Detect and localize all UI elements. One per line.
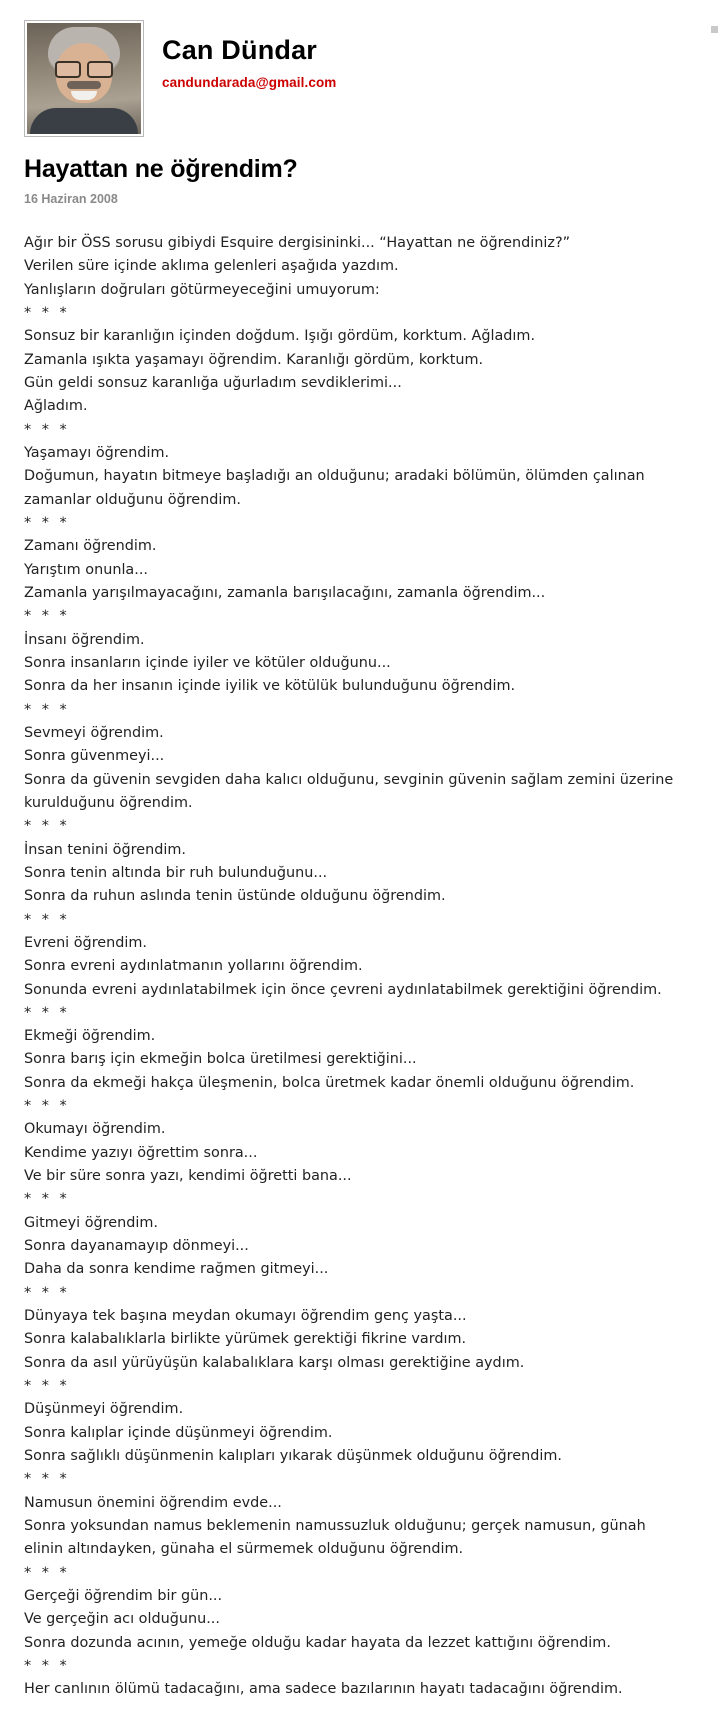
section-separator: * * * (24, 1284, 70, 1301)
author-name: Can Dündar (162, 35, 318, 65)
avatar (27, 23, 141, 134)
section-separator: * * * (24, 1658, 70, 1675)
article-paragraph: Dünyaya tek başına meydan okumayı öğrendim genç yaşta... Sonra kalabalıklarla birlikte yürümek gerektiği fikrine vardım. Sonra da asıl yürüyüşün kalabalıklara karşı olması gerektiğine aydım. (24, 1308, 525, 1371)
article-paragraph: Her canlının ölümü tadacağını, ama sadece bazılarının hayatı tadacağını öğrendim. (24, 1681, 623, 1698)
section-separator: * * * (24, 1378, 70, 1395)
article-paragraph: İnsan tenini öğrendim. Sonra tenin altında bir ruh bulunduğunu... Sonra da ruhun aslında tenin üstünde olduğunu öğrendim. (24, 841, 446, 905)
article-paragraph: Yaşamayı öğrendim. Doğumun, hayatın bitmeye başladığı an olduğunu; aradaki bölümün, ölümden çalınan zamanlar olduğunu öğrendim. (24, 444, 645, 508)
section-separator: * * * (24, 608, 70, 625)
author-header (24, 20, 704, 137)
section-separator: * * * (24, 701, 70, 718)
article-paragraph: Okumayı öğrendim. Kendime yazıyı öğrettim sonra... Ve bir süre sonra yazı, kendimi öğretti bana... (24, 1121, 352, 1185)
article-paragraph: Gerçeği öğrendim bir gün... Ve gerçeğin acı olduğunu... Sonra dozunda acının, yemeğe olduğu kadar hayata da lezzet kattığını öğrendim. (24, 1588, 611, 1651)
section-separator: * * * (24, 1564, 70, 1581)
section-separator: * * * (24, 304, 70, 321)
section-separator: * * * (24, 1191, 70, 1208)
article-paragraph: Zamanı öğrendim. Yarıştım onunla... Zamanla yarışılmayacağını, zamanla barışılacağını, zamanla öğrendim... (24, 538, 546, 601)
article-paragraph: Ekmeği öğrendim. Sonra barış için ekmeğin bolca üretilmesi gerektiğini... Sonra da ekmeği hakça üleşmenin, bolca üretmek kadar önemli olduğunu öğrendim. (24, 1028, 635, 1091)
section-separator: * * * (24, 818, 70, 835)
section-separator: * * * (24, 1471, 70, 1488)
section-separator: * * * (24, 1098, 70, 1115)
article-paragraph: Namusun önemini öğrendim evde... Sonra yoksundan namus beklemenin namussuzluk olduğunu; gerçek namusun, günah elinin altındayken, günaha el sürmemek olduğunu öğrendim. (24, 1494, 646, 1558)
article-date: 16 Haziran 2008 (24, 192, 118, 206)
article-paragraph: Ağır bir ÖSS sorusu gibiydi Esquire dergisininki... “Hayattan ne öğrendiniz?” Verilen süre içinde aklıma gelenleri aşağıda yazdım. Yanlışların doğruları götürmeyeceğini umuyorum: (24, 235, 571, 298)
author-portrait-frame (24, 20, 144, 137)
article-body (24, 232, 684, 1702)
article-paragraph: Sevmeyi öğrendim. Sonra güvenmeyi... Sonra da güvenin sevgiden daha kalıcı olduğunu, sevginin güvenin sağlam zemini üzerine kurulduğunu öğrendim. (24, 724, 674, 811)
glasses-icon (55, 61, 113, 75)
article-paragraph: İnsanı öğrendim. Sonra insanların içinde iyiler ve kötüler olduğunu... Sonra da her insanın içinde iyilik ve kötülük bulunduğunu öğrendim. (24, 631, 516, 695)
section-separator: * * * (24, 911, 70, 928)
section-separator: * * * (24, 514, 70, 531)
article-paragraph: Düşünmeyi öğrendim. Sonra kalıplar içinde düşünmeyi öğrendim. Sonra sağlıklı düşünmenin kalıpları yıkarak düşünmek olduğunu öğrendim. (24, 1401, 562, 1465)
portrait-shoulders (30, 108, 138, 134)
portrait-mustache (67, 81, 101, 89)
article-paragraph: Sonsuz bir karanlığın içinden doğdum. Işığı gördüm, korktum. Ağladım. Zamanla ışıkta yaşamayı öğrendim. Karanlığı gördüm, korktum. Gün geldi sonsuz karanlığa uğurladım sevdiklerimi... Ağladım. (24, 328, 536, 415)
corner-marker (711, 26, 718, 33)
author-email-link[interactable]: candundarada@gmail.com (162, 74, 337, 90)
section-separator: * * * (24, 421, 70, 438)
article-paragraph: Evreni öğrendim. Sonra evreni aydınlatmanın yollarını öğrendim. Sonunda evreni aydınlatabilmek için önce çevreni aydınlatabilmek gerektiğini öğrendim. (24, 934, 662, 998)
author-meta (162, 20, 336, 91)
section-separator: * * * (24, 1004, 70, 1021)
article-paragraph: Gitmeyi öğrendim. Sonra dayanamayıp dönmeyi... Daha da sonra kendime rağmen gitmeyi... (24, 1214, 329, 1278)
page-title: Hayattan ne öğrendim? (24, 155, 298, 183)
